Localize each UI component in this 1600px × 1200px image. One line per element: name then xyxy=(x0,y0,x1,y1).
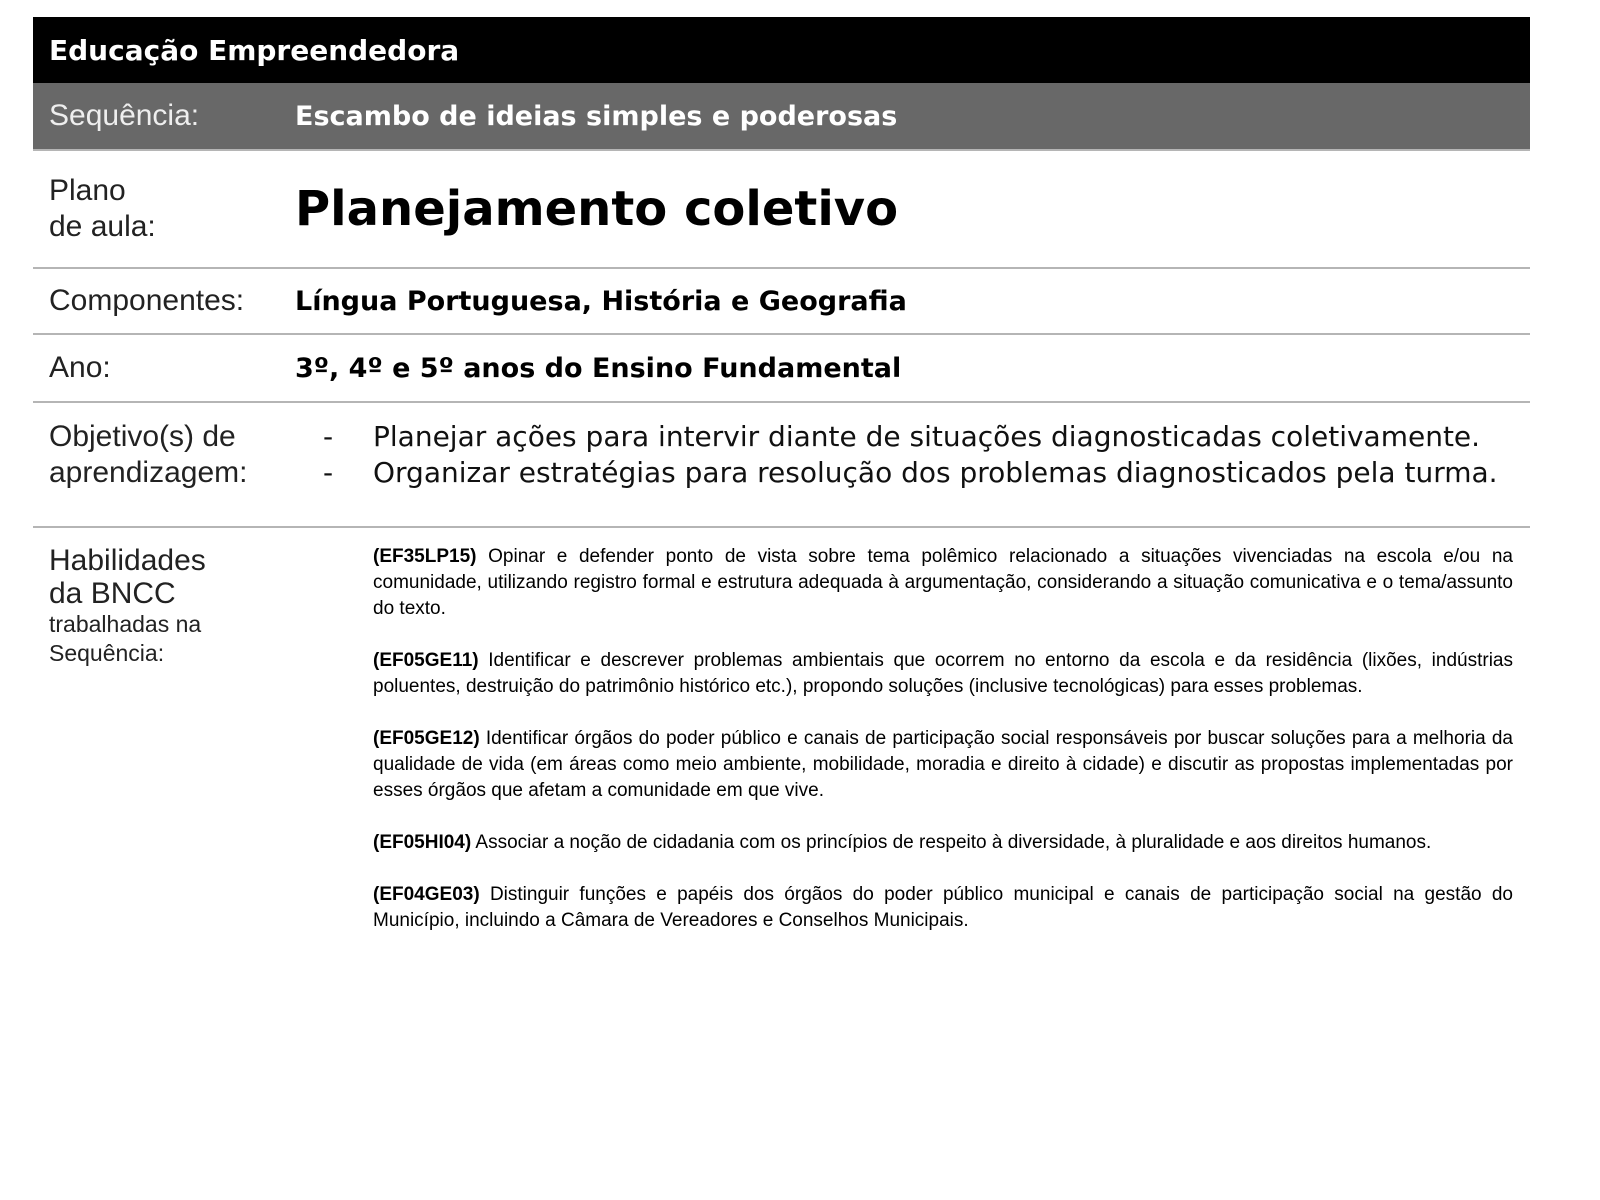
list-item xyxy=(373,544,1513,622)
plano-label-line2: de aula: xyxy=(49,210,156,243)
ano-label: Ano: xyxy=(49,351,111,384)
ano-row xyxy=(33,335,1530,403)
objetivos-label-line2: aprendizagem: xyxy=(49,456,248,489)
list-item xyxy=(373,648,1513,700)
objetivos-list xyxy=(295,419,1530,491)
componentes-label: Componentes: xyxy=(49,284,245,317)
plano-label-line1: Plano xyxy=(49,174,126,207)
list-item xyxy=(373,882,1513,934)
habilidades-label-line2: da BNCC xyxy=(49,577,176,610)
list-item xyxy=(373,830,1513,856)
plano-label xyxy=(33,173,295,245)
ano-value: 3º, 4º e 5º anos do Ensino Fundamental xyxy=(295,352,902,384)
componentes-value: Língua Portuguesa, História e Geografia xyxy=(295,285,907,317)
objetivo-text: Planejar ações para intervir diante de situações diagnosticadas coletivamente. xyxy=(373,420,1481,453)
sequencia-row xyxy=(33,83,1530,151)
habilidades-row xyxy=(33,528,1530,960)
header-row xyxy=(33,17,1530,83)
skill-code: (EF04GE03) xyxy=(373,884,480,905)
header-title: Educação Empreendedora xyxy=(49,33,460,67)
skill-text: Identificar e descrever problemas ambientais que ocorrem no entorno da escola e da residência (lixões, indústrias poluentes, destruição do patrimônio histórico etc.), propondo soluções (inclusive tecnológicas) para esses problemas. xyxy=(373,650,1513,697)
list-item xyxy=(295,455,1530,491)
componentes-row xyxy=(33,269,1530,335)
skill-text: Identificar órgãos do poder público e canais de participação social responsáveis por buscar soluções para a melhoria da qualidade de vida (em áreas como meio ambiente, mobilidade, moradia e direito à cidade) e discutir as propostas implementadas por esses órgãos que afetam a comunidade em que vive. xyxy=(373,728,1513,801)
bullet: - xyxy=(323,420,334,453)
objetivo-text: Organizar estratégias para resolução dos problemas diagnosticados pela turma. xyxy=(373,456,1498,489)
habilidades-label xyxy=(33,544,295,960)
skill-code: (EF05GE12) xyxy=(373,728,480,749)
habilidades-label-line4: Sequência: xyxy=(49,640,165,666)
skill-code: (EF05HI04) xyxy=(373,832,472,853)
habilidades-label-line1: Habilidades xyxy=(49,544,206,577)
plano-title: Planejamento coletivo xyxy=(295,181,899,237)
objetivos-row xyxy=(33,403,1530,528)
plano-row xyxy=(33,151,1530,269)
skill-code: (EF05GE11) xyxy=(373,650,479,671)
sequencia-value: Escambo de ideias simples e poderosas xyxy=(295,100,898,132)
list-item xyxy=(373,726,1513,804)
objetivos-label-line1: Objetivo(s) de xyxy=(49,420,236,453)
habilidades-label-line3: trabalhadas na xyxy=(49,611,202,637)
habilidades-list xyxy=(373,544,1513,960)
skill-code: (EF35LP15) xyxy=(373,546,477,567)
bullet: - xyxy=(323,456,334,489)
sequencia-label: Sequência: xyxy=(49,99,200,132)
list-item xyxy=(295,419,1530,455)
skill-text: Opinar e defender ponto de vista sobre tema polêmico relacionado a situações vivenciadas na escola e/ou na comunidade, utilizando registro formal e estrutura adequada à argumentação, considerando a situação comunicativa e o tema/assunto do texto. xyxy=(373,546,1513,619)
skill-text: Associar a noção de cidadania com os princípios de respeito à diversidade, à pluralidade e aos direitos humanos. xyxy=(471,832,1432,853)
objetivos-label xyxy=(33,419,295,491)
skill-text: Distinguir funções e papéis dos órgãos do poder público municipal e canais de participação social na gestão do Município, incluindo a Câmara de Vereadores e Conselhos Municipais. xyxy=(373,884,1513,931)
lesson-plan-table xyxy=(33,17,1530,960)
